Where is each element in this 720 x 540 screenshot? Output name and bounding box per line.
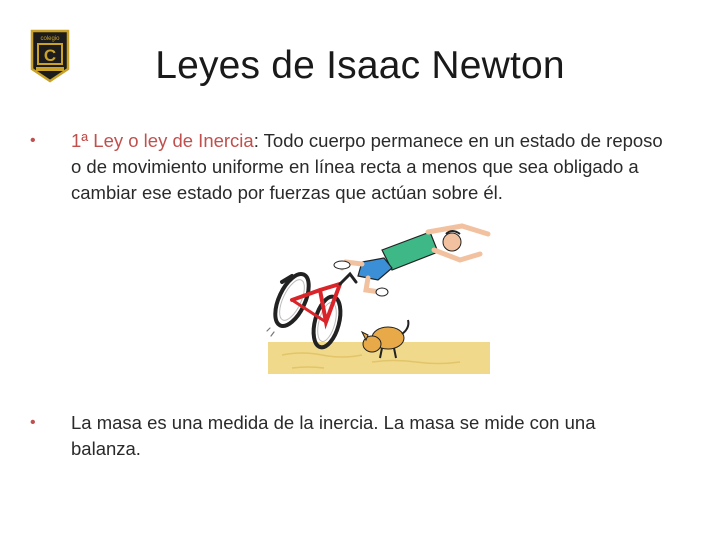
cyclist-falling-illustration	[262, 210, 512, 378]
bullet-item	[30, 410, 670, 462]
logo-letter: C	[43, 46, 57, 65]
bullet-text	[30, 128, 670, 206]
law-name: 1ª Ley o ley de Inercia	[71, 130, 254, 151]
bullet-text: La masa es una medida de la inercia. La masa se mide con una balanza.	[71, 412, 596, 459]
page-title: Leyes de Isaac Newton	[155, 44, 565, 87]
bullet-marker: •	[30, 414, 36, 431]
law-description: : Todo cuerpo permanece en un estado de reposo o de movimiento uniforme en línea recta a menos que sea obligado a cambiar ese estado por fuerzas que actúan sobre él.	[71, 130, 663, 203]
person-falling	[334, 226, 488, 296]
bullet-marker: •	[30, 132, 36, 149]
bullet-item	[30, 128, 670, 206]
logo-caption: colegio	[40, 36, 60, 42]
bicycle	[267, 269, 356, 350]
